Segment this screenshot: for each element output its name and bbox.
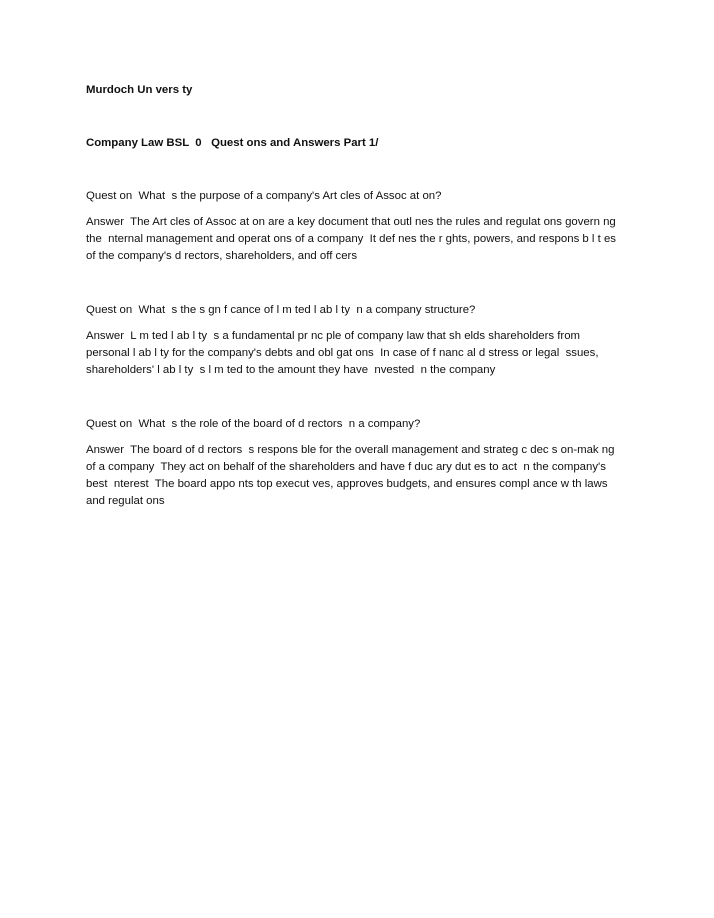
answer-3-line-3: best nterest The board appo nts top execut ves, approves budgets, and ensures compl ance w th laws: [86, 478, 608, 490]
answer-1: [86, 214, 646, 265]
answer-3-line-1: Answer The board of d rectors s respons ble for the overall management and strateg c dec s on-mak ng: [86, 444, 615, 456]
answer-3-line-2: of a company They act on behalf of the shareholders and have f duc ary dut es to act n the company's: [86, 461, 606, 473]
answer-1-line-2: the nternal management and operat ons of a company It def nes the r ghts, powers, and respons b l t es: [86, 233, 616, 245]
answer-1-line-1: Answer The Art cles of Assoc at on are a key document that outl nes the rules and regulat ons govern ng: [86, 216, 616, 228]
answer-2-line-2: personal l ab l ty for the company's debts and obl gat ons In case of f nanc al d stress or legal ssues,: [86, 347, 599, 359]
answer-2-line-1: Answer L m ted l ab l ty s a fundamental pr nc ple of company law that sh elds shareholders from: [86, 330, 581, 342]
question-1: Quest on What s the purpose of a company's Art cles of Assoc at on?: [86, 190, 442, 202]
answer-3: [86, 442, 646, 510]
answer-2-line-3: shareholders' l ab l ty s l m ted to the amount they have nvested n the company: [86, 364, 496, 376]
answer-3-line-4: and regulat ons: [86, 495, 165, 507]
question-2: Quest on What s the s gn f cance of l m ted l ab l ty n a company structure?: [86, 304, 476, 316]
answer-1-line-3: of the company's d rectors, shareholders, and off cers: [86, 250, 358, 262]
document-subtitle: Company Law BSL 0 Quest ons and Answers Part 1/: [86, 137, 379, 149]
question-3: Quest on What s the role of the board of d rectors n a company?: [86, 418, 421, 430]
document-title: Murdoch Un vers ty: [86, 84, 193, 96]
answer-2: [86, 328, 646, 379]
